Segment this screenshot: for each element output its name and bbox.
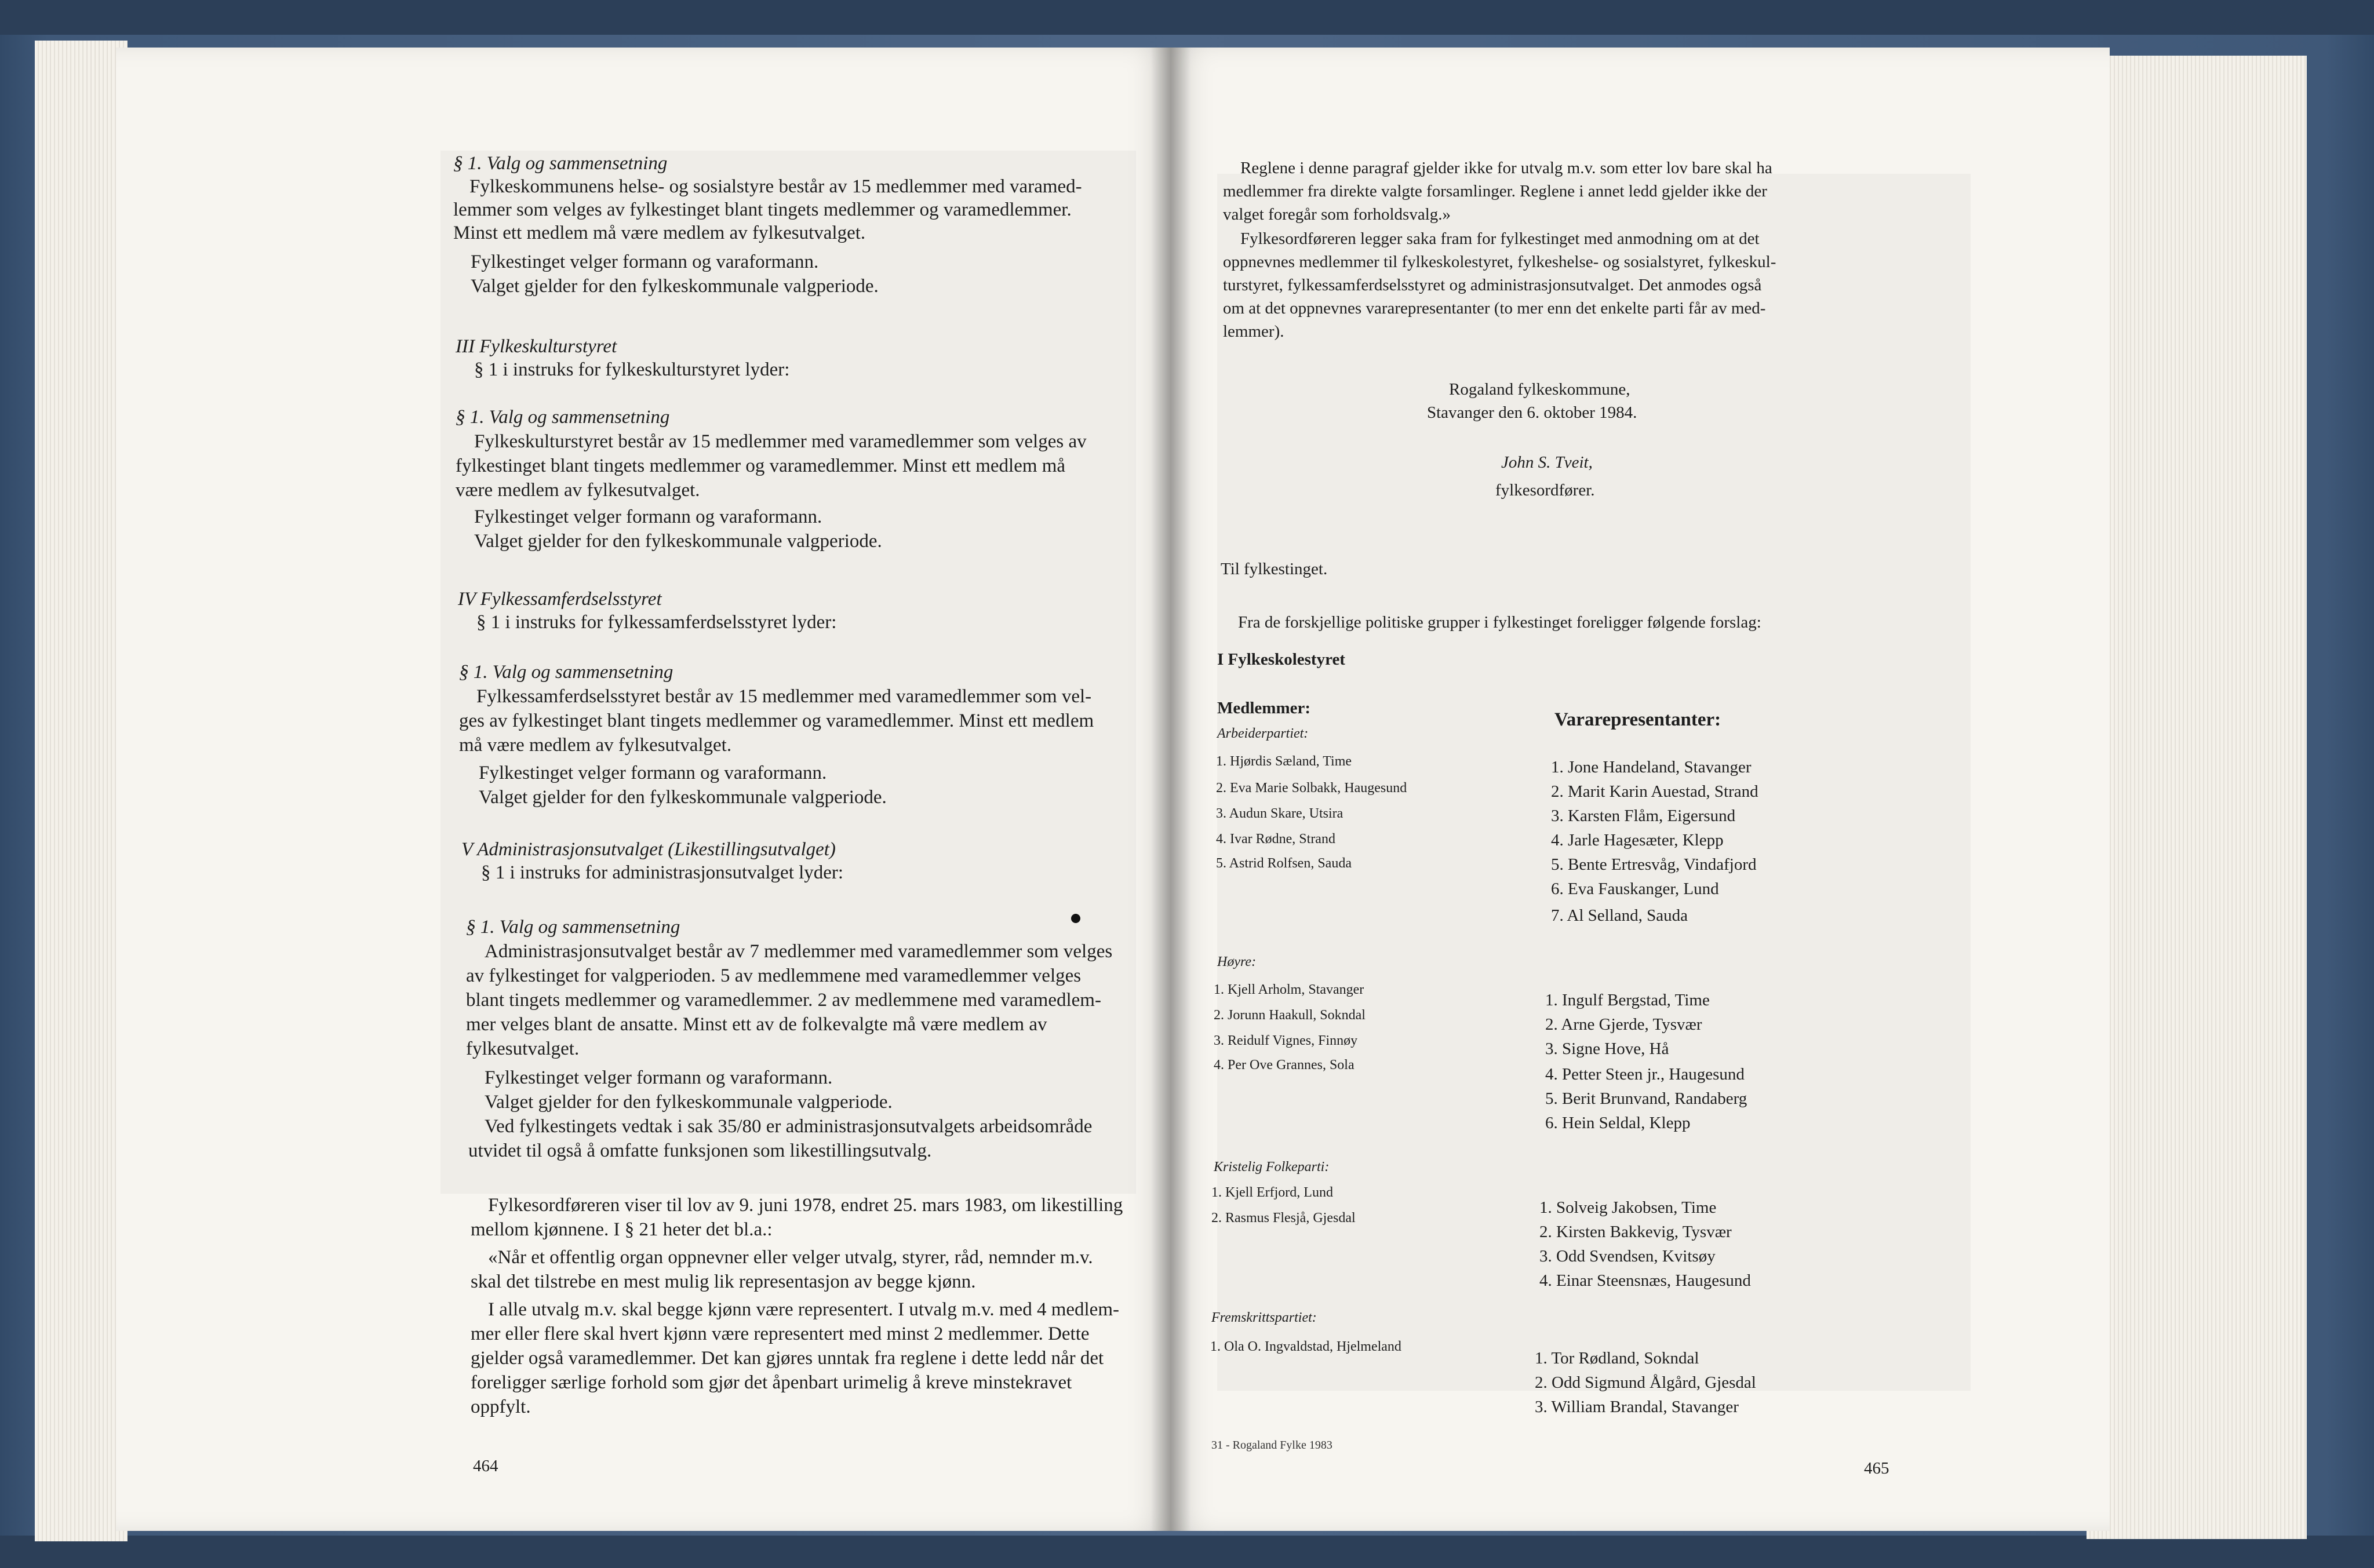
text-line: valget foregår som forholdsvalg.»	[1223, 205, 1451, 224]
deputy-item: 3. William Brandal, Stavanger	[1535, 1398, 1739, 1416]
deputy-item: 6. Hein Seldal, Klepp	[1545, 1114, 1691, 1132]
deputy-item: 3. Signe Hove, Hå	[1545, 1040, 1669, 1058]
text-line: oppnevnes medlemmer til fylkeskolestyret, fylkeshelse- og sosialstyret, fylkeskul-	[1223, 253, 1776, 271]
member-item: 1. Ola O. Ingvaldstad, Hjelmeland	[1210, 1339, 1401, 1354]
text-line: lemmer).	[1223, 322, 1284, 341]
text-line: I alle utvalg m.v. skal begge kjønn være representert. I utvalg m.v. med 4 medlem-	[488, 1299, 1119, 1320]
text-line: mer velges blant de ansatte. Minst ett av de folkevalgte må være medlem av	[466, 1014, 1047, 1035]
text-line: Fylkestinget velger formann og varaformann.	[471, 251, 819, 272]
member-item: 2. Jorunn Haakull, Sokndal	[1214, 1008, 1366, 1023]
text-line: mer eller flere skal hvert kjønn være representert med minst 2 medlemmer. Dette	[471, 1323, 1090, 1344]
text-line: § 1 i instruks for fylkeskulturstyret lyder:	[474, 359, 790, 380]
party-label: Fremskrittspartiet:	[1211, 1310, 1317, 1325]
text-line: utvidet til også å omfatte funksjonen som likestillingsutvalg.	[468, 1140, 932, 1161]
text-line: Fylkessamferdselsstyret består av 15 medlemmer med varamedlemmer som vel-	[476, 686, 1092, 707]
text-line: Fylkeskulturstyret består av 15 medlemmer med varamedlemmer som velges av	[474, 431, 1087, 452]
text-line: Valget gjelder for den fylkeskommunale valgperiode.	[485, 1092, 893, 1113]
deputy-item: 5. Bente Ertresvåg, Vindafjord	[1551, 855, 1757, 874]
signature-name: John S. Tveit,	[1501, 453, 1593, 472]
text-line: være medlem av fylkesutvalget.	[456, 480, 700, 501]
deputy-item: 5. Berit Brunvand, Randaberg	[1545, 1089, 1747, 1108]
text-line: Fylkestinget velger formann og varaformann.	[479, 763, 827, 783]
book-gutter	[1150, 48, 1191, 1531]
signature-place-date: Stavanger den 6. oktober 1984.	[1427, 403, 1637, 422]
page-number: 465	[1864, 1459, 1889, 1478]
deputy-item: 7. Al Selland, Sauda	[1551, 906, 1688, 925]
text-line: Valget gjelder for den fylkeskommunale valgperiode.	[474, 531, 882, 552]
text-line: Fylkesordføreren legger saka fram for fylkestinget med anmodning om at det	[1240, 229, 1760, 248]
deputy-item: 2. Odd Sigmund Ålgård, Gjesdal	[1535, 1373, 1756, 1392]
section-heading: § 1. Valg og sammensetning	[456, 407, 670, 428]
text-line: foreligger særlige forhold som gjør det åpenbart urimelig å kreve minstekravet	[471, 1372, 1072, 1393]
text-line: medlemmer fra direkte valgte forsamlinger. Reglene i annet ledd gjelder ikke der	[1223, 182, 1767, 200]
member-item: 3. Audun Skare, Utsira	[1216, 806, 1343, 821]
member-item: 2. Eva Marie Solbakk, Haugesund	[1216, 781, 1407, 796]
book-cover-bottom	[0, 1536, 2374, 1568]
text-line: § 1 i instruks for administrasjonsutvalget lyder:	[481, 862, 844, 883]
deputy-item: 1. Tor Rødland, Sokndal	[1535, 1349, 1699, 1368]
member-item: 1. Hjørdis Sæland, Time	[1216, 754, 1352, 769]
text-line: Ved fylkestingets vedtak i sak 35/80 er administrasjonsutvalgets arbeidsområde	[485, 1116, 1093, 1137]
text-line: Minst ett medlem må være medlem av fylkesutvalget.	[453, 223, 866, 243]
deputy-item: 2. Marit Karin Auestad, Strand	[1551, 782, 1758, 801]
section-heading: III Fylkeskulturstyret	[456, 336, 617, 357]
page-number: 464	[473, 1457, 498, 1475]
text-line: § 1 i instruks for fylkessamferdselsstyret lyder:	[476, 612, 837, 633]
text-line: skal det tilstrebe en mest mulig lik representasjon av begge kjønn.	[471, 1271, 976, 1292]
section-heading: § 1. Valg og sammensetning	[459, 662, 673, 683]
text-line: Administrasjonsutvalget består av 7 medlemmer med varamedlemmer som velges	[485, 941, 1113, 962]
right-page-edges	[2087, 56, 2307, 1539]
text-line: av fylkestinget for valgperioden. 5 av medlemmene med varamedlemmer velges	[466, 965, 1082, 986]
deputy-item: 4. Petter Steen jr., Haugesund	[1545, 1065, 1745, 1084]
text-line: oppfylt.	[471, 1396, 531, 1417]
member-item: 3. Reidulf Vignes, Finnøy	[1214, 1033, 1358, 1048]
member-item: 5. Astrid Rolfsen, Sauda	[1216, 856, 1352, 871]
party-label: Kristelig Folkeparti:	[1214, 1159, 1330, 1175]
deputies-column-header: Vararepresentanter:	[1554, 709, 1721, 730]
deputy-item: 1. Jone Handeland, Stavanger	[1551, 758, 1752, 776]
deputy-item: 6. Eva Fauskanger, Lund	[1551, 880, 1719, 898]
member-item: 4. Ivar Rødne, Strand	[1216, 832, 1335, 847]
to-line: Til fylkestinget.	[1221, 560, 1328, 578]
deputy-item: 2. Arne Gjerde, Tysvær	[1545, 1015, 1702, 1034]
text-line: Valget gjelder for den fylkeskommunale valgperiode.	[471, 276, 879, 297]
left-page-edges	[35, 41, 128, 1541]
deputy-item: 3. Odd Svendsen, Kvitsøy	[1539, 1247, 1716, 1266]
party-label: Arbeiderpartiet:	[1217, 726, 1309, 741]
text-line: gjelder også varamedlemmer. Det kan gjøres unntak fra reglene i dette ledd når det	[471, 1348, 1104, 1369]
section-heading: § 1. Valg og sammensetning	[466, 917, 680, 938]
ink-blot	[1071, 914, 1080, 923]
members-column-header: Medlemmer:	[1217, 699, 1311, 717]
deputy-item: 4. Einar Steensnæs, Haugesund	[1539, 1271, 1751, 1290]
section-heading-fylkeskolestyret: I Fylkeskolestyret	[1217, 650, 1345, 669]
text-line: Fylkestinget velger formann og varaformann.	[474, 506, 822, 527]
deputy-item: 4. Jarle Hagesæter, Klepp	[1551, 831, 1724, 849]
text-line: Fylkestinget velger formann og varaformann.	[485, 1067, 833, 1088]
deputy-item: 3. Karsten Flåm, Eigersund	[1551, 807, 1736, 825]
text-line: blant tingets medlemmer og varamedlemmer. 2 av medlemmene med varamedlem-	[466, 990, 1101, 1011]
book-cover-top	[0, 0, 2374, 35]
text-line: mellom kjønnene. I § 21 heter det bl.a.:	[471, 1219, 773, 1240]
deputy-item: 1. Solveig Jakobsen, Time	[1539, 1198, 1717, 1217]
section-heading: § 1. Valg og sammensetning	[453, 153, 668, 174]
text-line: fylkesutvalget.	[466, 1038, 580, 1059]
text-line: lemmer som velges av fylkestinget blant tingets medlemmer og varamedlemmer.	[453, 199, 1072, 220]
text-line: om at det oppnevnes vararepresentanter (to mer enn det enkelte parti får av med-	[1223, 299, 1766, 318]
member-item: 2. Rasmus Flesjå, Gjesdal	[1211, 1210, 1356, 1226]
deputy-item: 2. Kirsten Bakkevig, Tysvær	[1539, 1223, 1732, 1241]
deputy-item: 1. Ingulf Bergstad, Time	[1545, 991, 1710, 1009]
proposal-line: Fra de forskjellige politiske grupper i fylkestinget foreligger følgende forslag:	[1238, 613, 1761, 632]
section-heading: V Administrasjonsutvalget (Likestillingsutvalget)	[461, 839, 836, 860]
text-line: fylkestinget blant tingets medlemmer og varamedlemmer. Minst ett medlem må	[456, 455, 1066, 476]
text-line: turstyret, fylkessamferdselsstyret og administrasjonsutvalget. Det anmodes også	[1223, 276, 1762, 294]
text-line: må være medlem av fylkesutvalget.	[459, 735, 732, 756]
footer-note: 31 - Rogaland Fylke 1983	[1211, 1439, 1332, 1452]
text-line: Fylkeskommunens helse- og sosialstyre består av 15 medlemmer med varamed-	[469, 176, 1082, 197]
text-line: Reglene i denne paragraf gjelder ikke for utvalg m.v. som etter lov bare skal ha	[1240, 159, 1772, 177]
text-line: Valget gjelder for den fylkeskommunale valgperiode.	[479, 787, 887, 808]
section-heading: IV Fylkessamferdselsstyret	[458, 589, 662, 610]
member-item: 1. Kjell Arholm, Stavanger	[1214, 982, 1364, 997]
party-label: Høyre:	[1217, 954, 1257, 969]
member-item: 1. Kjell Erfjord, Lund	[1211, 1185, 1333, 1200]
text-line: «Når et offentlig organ oppnevner eller velger utvalg, styrer, råd, nemnder m.v.	[488, 1247, 1093, 1268]
member-item: 4. Per Ove Grannes, Sola	[1214, 1058, 1355, 1073]
signature-title: fylkesordfører.	[1495, 481, 1595, 499]
signature-org: Rogaland fylkeskommune,	[1449, 380, 1630, 399]
text-line: ges av fylkestinget blant tingets medlemmer og varamedlemmer. Minst ett medlem	[459, 710, 1094, 731]
text-line: Fylkesordføreren viser til lov av 9. juni 1978, endret 25. mars 1983, om likestilling	[488, 1195, 1123, 1216]
